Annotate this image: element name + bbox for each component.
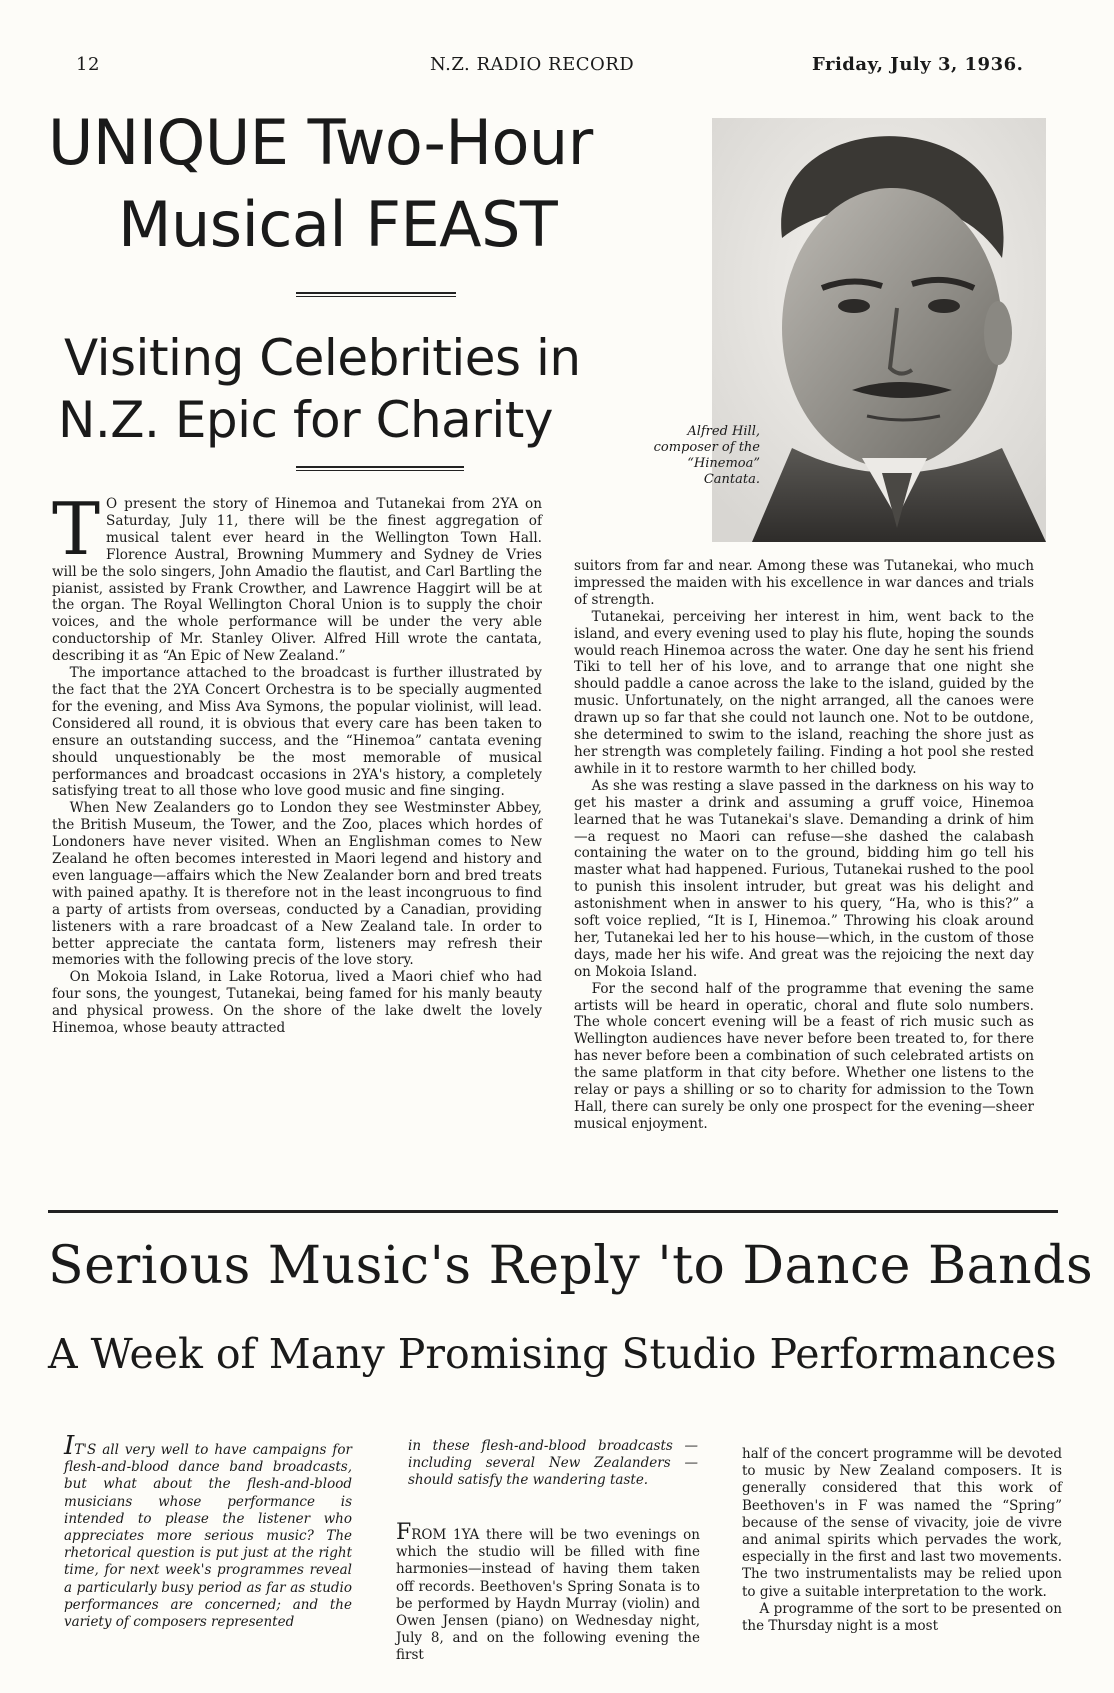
body-column-3 [742,1446,1062,1635]
page-number: 12 [76,54,100,75]
paragraph: half of the concert programme will be devoted to music by New Zealand composers. It is generally considered that this work of Beethoven's in F was named the “Spring” because of the sense of vivacity, joie de vivre and animal spirits which pervades the work, especially in the first and last two movements. The two instrumentalists may be relied upon to give a suitable interpretation to the work. [742,1446,1062,1600]
body-column-2: FROM 1YA there will be two evenings on which the studio will be filled with fine harmonies—instead of having them taken off records. Beethoven's Spring Sonata is to be performed by Haydn Murray (violin) and Owen Jensen (piano) on Wednesday night, July 8, and on the following evening the first [396,1520,700,1664]
paragraph: The importance attached to the broadcast is further illustrated by the fact that the 2YA Concert Orchestra is to be specially augmented for the evening, and Miss Ava Symons, the popular violinist, will lead. Considered all round, it is obvious that every care has been taken to ensure an outstanding success, and the “Hinemoa” cantata evening should unquestionably be the most memorable of musical performances and broadcast occasions in 2YA's history, a completely satisfying treat to all those who love good music and fine singing. [52,665,542,800]
photo-caption: Alfred Hill, composer of the “Hinemoa” Cantata. [653,424,760,487]
paragraph: suitors from far and near. Among these was Tutanekai, who much impressed the maiden with his excellence in war dances and trials of strength. [574,558,1034,608]
intro-initial: I [64,1431,75,1461]
issue-date: Friday, July 3, 1936. [812,54,1024,75]
paragraph-opening: T O present the story of Hinemoa and Tutanekai from 2YA on Saturday, July 11, there will be the finest aggregation of musical talent ever heard in the Wellington Town Hall. Florence Austral, Browning Mummery and Sydney de Vries will be the solo singers, John Amadio the flautist, and Carl Bartling the pianist, assisted by Frank Crowther, and Lawrence Haggirt will be at the organ. The Royal Wellington Choral Union is to supply the choir voices, and the whole performance will be under the very able conductorship of Mr. Stanley Oliver. Alfred Hill wrote the cantata, describing it as “An Epic of New Zealand.” [52,487,542,665]
section-divider [48,1210,1058,1213]
article2-headline: Serious Music's Reply 'to Dance Bands [48,1236,1094,1296]
headline-line-1: UNIQUE Two-Hour [48,106,593,179]
page-header [0,54,1114,84]
article2-subhead: A Week of Many Promising Studio Performances [48,1330,1057,1378]
paragraph: On Mokoia Island, in Lake Rotorua, lived a Maori chief who had four sons, the youngest, Tutanekai, being famed for his manly beauty and physical prowess. On the shore of the lake dwelt the lovely Hinemoa, whose beauty attracted [52,969,542,1037]
portrait-illustration [712,118,1046,542]
paragraph: For the second half of the programme that evening the same artists will be heard in operatic, choral and flute solo numbers. The whole concert evening will be a feast of rich music such as Wellington audiences have never before been treated to, for there has never before been a combination of such celebrated artists on the same platform in that city before. Whether one listens to the relay or pays a shilling or so to charity for admission to the Town Hall, there can surely be only one prospect for the evening—sheer musical enjoyment. [574,980,1034,1132]
paragraph: When New Zealanders go to London they see Westminster Abbey, the British Museum, the Tower, and the Zoo, places which hordes of Londoners have never visited. When an Englishman comes to New Zealand he often becomes interested in Maori legend and history and even language—affairs which the New Zealander born and bred treats with pained apathy. It is therefore not in the least incongruous to find a party of artists from overseas, conducted by a Canadian, providing listeners with a rare broadcast of a New Zealand tale. In order to better appreciate the cantata form, listeners may refresh their memories with the following precis of the love story. [52,800,542,969]
intro-column: IT'S all very well to have campaigns for flesh-and-blood dance band broadcasts, but what about the flesh-and-blood musicians whose performance is intended to please the listener who appreciates more serious music? The rhetorical question is put just at the right time, for next week's programmes reveal a particularly busy period as far as studio performances are concerned; and the variety of composers represented [64,1431,352,1631]
subhead-line-2: N.Z. Epic for Charity [58,391,553,449]
article-column-2 [574,558,1034,1133]
masthead: N.Z. RADIO RECORD [430,54,635,75]
drop-cap: T [52,487,101,571]
body-initial: F [396,1520,412,1545]
subhead-line-1: Visiting Celebrities in [64,329,581,387]
article-column-1 [52,487,542,1037]
paragraph: A programme of the sort to be presented on the Thursday night is a most [742,1600,1062,1635]
paragraph: Tutanekai, perceiving her interest in him, went back to the island, and every evening used to play his flute, hoping the sounds would reach Hinemoa across the water. One day he sent his friend Tiki to tell her of his love, and to arrange that one night she should paddle a canoe across the lake to the island, guided by the music. Unfortunately, on the night arranged, all the canoes were drawn up so far that she could not launch one. Not to be outdone, she determined to swim to the island, reaching the shore just as her strength was completely failing. Finding a hot pool she rested awhile in it to restore warmth to her chilled body. [574,608,1034,777]
subhead-divider [296,466,464,471]
headline-line-2: Musical FEAST [118,188,558,261]
paragraph: As she was resting a slave passed in the darkness on his way to get his master a drink and assuming a gruff voice, Hinemoa learned that he was Tutanekai's slave. Demanding a drink of him—a request no Maori can refuse—she dashed the calabash containing the water on to the ground, bidding him go tell his master what had happened. Furious, Tutanekai rushed to the pool to punish this insolent intruder, but great was his delight and astonishment when in answer to his query, “Ha, who is this?” a soft voice replied, “It is I, Hinemoa.” Throwing his cloak around her, Tutanekai led her to his house—which, in the custom of those days, made her his wife. And great was the rejoicing the next day on Mokoia Island. [574,777,1034,980]
portrait-photo [712,118,1046,542]
intro-continuation: in these flesh-and-blood broadcasts —including several New Zealanders —should satisfy the wandering taste. [408,1438,698,1489]
headline-divider [296,292,456,297]
